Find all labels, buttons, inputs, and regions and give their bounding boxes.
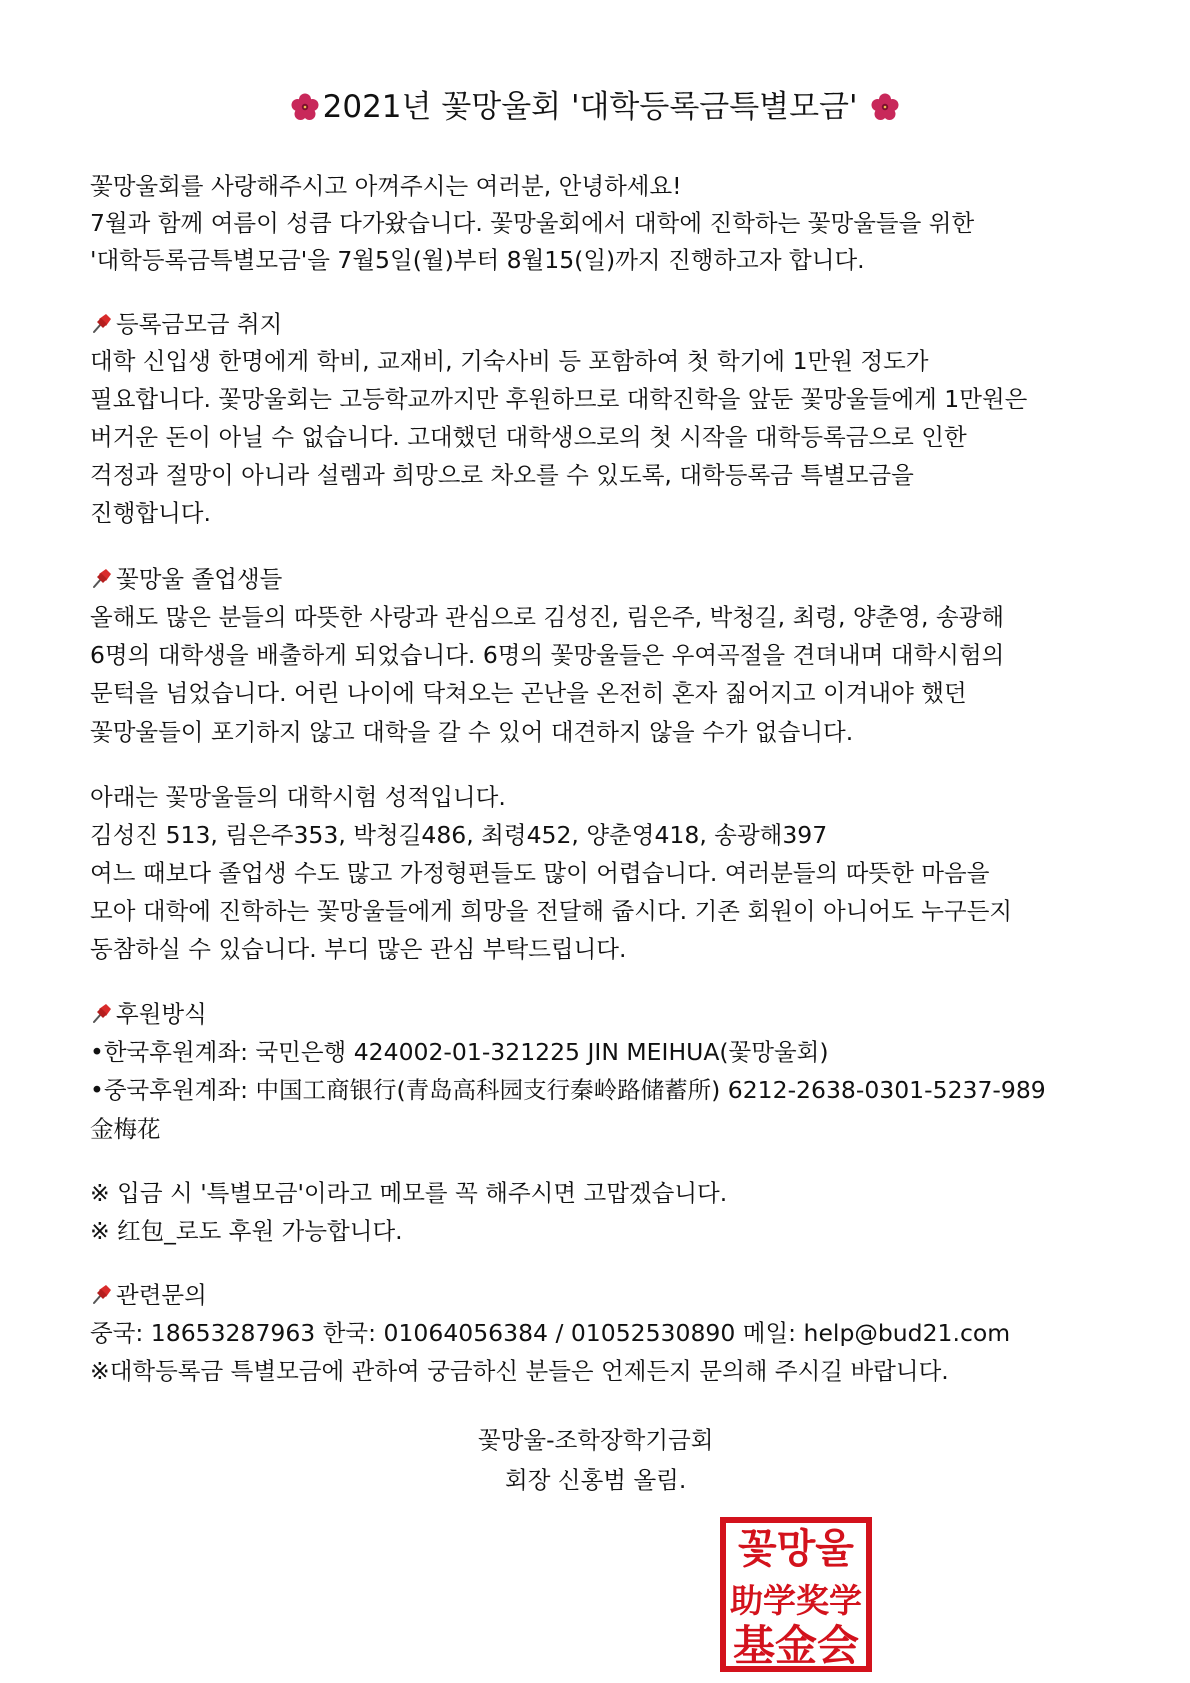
pushpin-icon [90, 311, 114, 335]
note-line: ※ 입금 시 '특별모금'이라고 메모를 꼭 해주시면 고맙겠습니다. [90, 1179, 728, 1207]
account-holder-line: 金梅花 [90, 1115, 161, 1143]
paragraph-line: 동참하실 수 있습니다. 부디 많은 관심 부탁드립니다. [90, 935, 627, 963]
paragraph-line: 아래는 꽃망울들의 대학시험 성적입니다. [90, 783, 506, 811]
pushpin-icon [90, 566, 114, 590]
organization-seal [720, 1517, 872, 1672]
paragraph-line: 6명의 대학생을 배출하게 되었습니다. 6명의 꽃망울들은 우여곡절을 견뎌내며 대학시험의 [90, 641, 1005, 669]
pushpin-icon [90, 1001, 114, 1025]
pushpin-icon [90, 1282, 114, 1306]
contact-line: 중국: 18653287963 한국: 01064056384 / 01052530890 메일: help@bud21.com [90, 1319, 1011, 1347]
china-account-line: •중국후원계좌: 中国工商银行(青岛高科园支行秦岭路储蓄所) 6212-2638-0301-5237-989 [90, 1076, 1046, 1104]
paragraph-line: 대학 신입생 한명에게 학비, 교재비, 기숙사비 등 포함하여 첫 학기에 1만원 정도가 [90, 347, 929, 375]
paragraph-line: 필요합니다. 꽃망울회는 고등학교까지만 후원하므로 대학진학을 앞둔 꽃망울들에게 1만원은 [90, 385, 1028, 413]
document-title [0, 86, 1190, 128]
korea-account-line: •한국후원계좌: 국민은행 424002-01-321225 JIN MEIHUA(꽃망울회) [90, 1038, 829, 1066]
paragraph-line: 여느 때보다 졸업생 수도 많고 가정형편들도 많이 어렵습니다. 여러분들의 따뜻한 마음을 [90, 859, 990, 887]
section-heading-text: 관련문의 [116, 1281, 207, 1309]
seal-line2: 助学奖学 [730, 1581, 862, 1620]
section-heading-inquiry [90, 1278, 207, 1312]
hibiscus-icon [291, 93, 319, 121]
title-text: 2021년 꽃망울회 '대학등록금특별모금' [322, 89, 858, 125]
intro-line: 7월과 함께 여름이 성큼 다가왔습니다. 꽃망울회에서 대학에 진학하는 꽃망울들을 위한 [90, 209, 975, 237]
paragraph-line: 꽃망울들이 포기하지 않고 대학을 갈 수 있어 대견하지 않을 수가 없습니다. [90, 718, 854, 746]
paragraph-line: 올해도 많은 분들의 따뜻한 사랑과 관심으로 김성진, 림은주, 박청길, 최령, 양춘영, 송광해 [90, 603, 1005, 631]
section-heading-graduates [90, 562, 282, 596]
paragraph-line: 모아 대학에 진학하는 꽃망울들에게 희망을 전달해 줍시다. 기존 회원이 아니어도 누구든지 [90, 897, 1013, 925]
hibiscus-icon [871, 93, 899, 121]
section-heading-text: 후원방식 [116, 1000, 207, 1028]
intro-line: 꽃망울회를 사랑해주시고 아껴주시는 여러분, 안녕하세요! [90, 172, 682, 200]
paragraph-line: 문턱을 넘었습니다. 어린 나이에 닥쳐오는 곤난을 온전히 혼자 짊어지고 이겨내야 했던 [90, 679, 967, 707]
section-heading-purpose [90, 307, 282, 341]
section-heading-text: 등록금모금 취지 [116, 310, 283, 338]
paragraph-line: ※대학등록금 특별모금에 관하여 궁금하신 분들은 언제든지 문의해 주시길 바랍니다. [90, 1357, 949, 1385]
seal-line1: 꽃망울 [738, 1526, 854, 1572]
signature-org: 꽃망울-조학장학기금회 [478, 1426, 714, 1454]
note-line: ※ 红包_로도 후원 가능합니다. [90, 1217, 403, 1245]
section-heading-text: 꽃망울 졸업생들 [116, 565, 283, 593]
scores-line: 김성진 513, 림은주353, 박청길486, 최령452, 양춘영418, 송광해397 [90, 821, 828, 849]
intro-line: '대학등록금특별모금'을 7월5일(월)부터 8월15(일)까지 진행하고자 합니다. [90, 246, 865, 274]
paragraph-line: 버거운 돈이 아닐 수 없습니다. 고대했던 대학생으로의 첫 시작을 대학등록금으로 인한 [90, 423, 967, 451]
paragraph-line: 진행합니다. [90, 499, 211, 527]
paragraph-line: 걱정과 절망이 아니라 설렘과 희망으로 차오를 수 있도록, 대학등록금 특별모금을 [90, 461, 914, 489]
section-heading-donation [90, 997, 207, 1031]
signature-president: 회장 신홍범 올림. [505, 1466, 687, 1494]
seal-line3: 基金会 [732, 1621, 860, 1670]
